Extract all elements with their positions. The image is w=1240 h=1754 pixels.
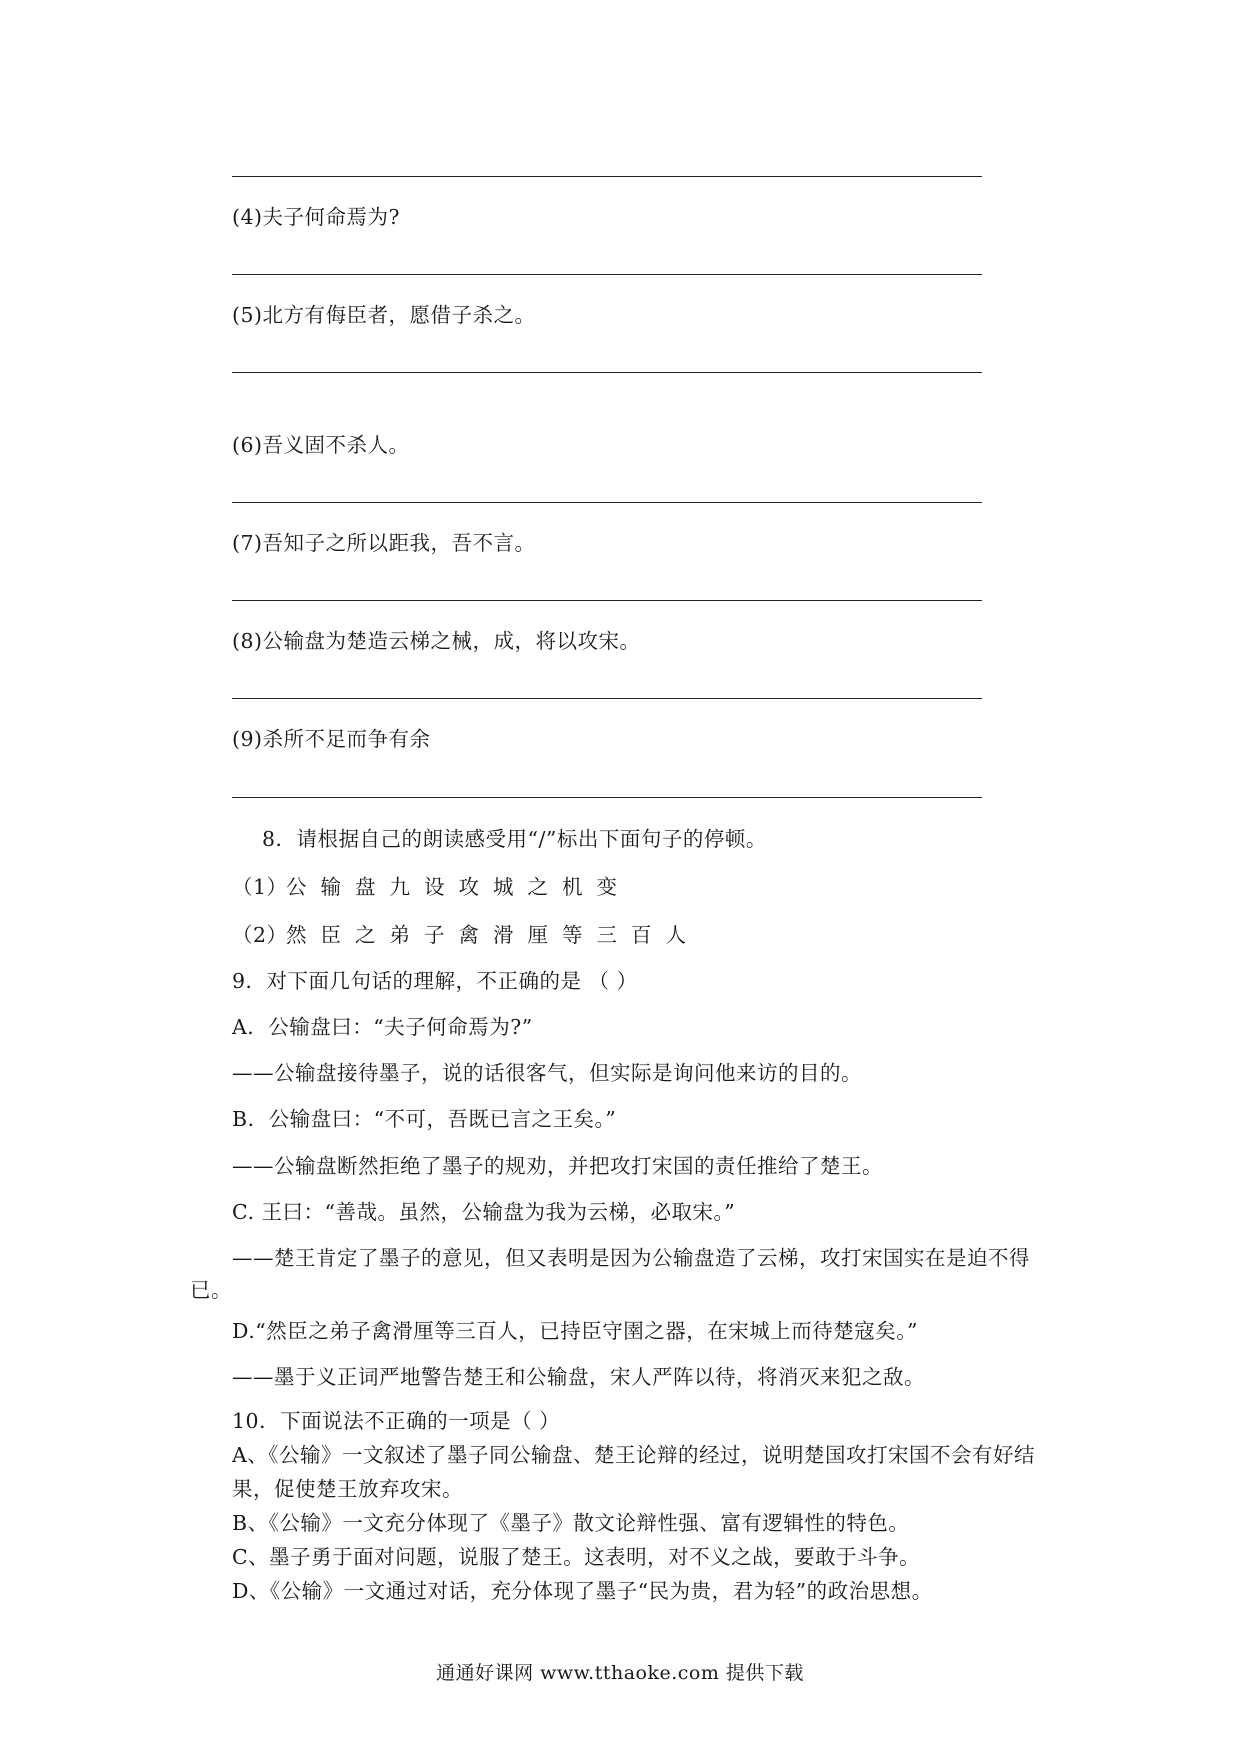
translate-item-8: (8)公输盘为楚造云梯之械，成，将以攻宋。 <box>232 629 641 653</box>
answer-line <box>232 176 982 177</box>
answer-line <box>232 698 982 699</box>
question-9-stem: 9．对下面几句话的理解，不正确的是 （ ） <box>232 969 638 993</box>
question-8-item-2: 然臣之弟子禽滑厘等三百人 <box>286 923 700 947</box>
translate-item-6: (6)吾义固不杀人。 <box>232 433 410 457</box>
answer-line <box>232 600 982 601</box>
question-10-option-d: D、《公输》一文通过对话，充分体现了墨子“民为贵，君为轻”的政治思想。 <box>232 1579 933 1603</box>
question-8-item-1: 公输盘九设攻城之机变 <box>286 875 631 899</box>
question-9-option-a-explanation: ——公输盘接待墨子，说的话很客气，但实际是询问他来访的目的。 <box>232 1061 862 1085</box>
answer-line <box>232 502 982 503</box>
question-9-option-b-explanation: ——公输盘断然拒绝了墨子的规劝，并把攻打宋国的责任推给了楚王。 <box>232 1154 883 1178</box>
question-10-option-a: A、《公输》一文叙述了墨子同公输盘、楚王论辩的经过，说明楚国攻打宋国不会有好结 <box>232 1443 1036 1467</box>
translate-item-9: (9)杀所不足而争有余 <box>232 727 431 751</box>
question-9-option-b: B．公输盘曰：“不可，吾既已言之王矣。” <box>232 1107 617 1131</box>
translate-item-5: (5)北方有侮臣者，愿借子杀之。 <box>232 303 536 327</box>
page-footer: 通通好课网 www.tthaoke.com 提供下载 <box>436 1662 804 1684</box>
question-10-option-b: B、《公输》一文充分体现了《墨子》散文论辩性强、富有逻辑性的特色。 <box>232 1511 910 1535</box>
question-9-option-c-explanation-cont: 已。 <box>190 1278 232 1302</box>
question-10-stem: 10．下面说法不正确的一项是（ ） <box>232 1409 561 1433</box>
answer-line <box>232 372 982 373</box>
question-9-option-d: D.“然臣之弟子禽滑厘等三百人，已持臣守圉之器，在宋城上而待楚寇矣。” <box>232 1319 918 1343</box>
translate-item-7: (7)吾知子之所以距我，吾不言。 <box>232 531 536 555</box>
question-8-stem: 8．请根据自己的朗读感受用“/”标出下面句子的停顿。 <box>262 827 767 851</box>
question-9-option-c: C. 王曰：“善哉。虽然，公输盘为我为云梯，必取宋。” <box>232 1200 736 1224</box>
translate-item-4: (4)夫子何命焉为? <box>232 205 401 229</box>
question-8-item-1-number: （1） <box>232 875 288 899</box>
question-9-option-c-explanation: ——楚王肯定了墨子的意见，但又表明是因为公输盘造了云梯，攻打宋国实在是迫不得 <box>232 1246 1030 1270</box>
question-9-option-a: A．公输盘曰：“夫子何命焉为?” <box>232 1015 533 1039</box>
question-8-item-2-number: （2） <box>232 923 288 947</box>
answer-line <box>232 797 982 798</box>
question-9-option-d-explanation: ——墨于义正词严地警告楚王和公输盘，宋人严阵以待，将消灭来犯之敌。 <box>232 1365 925 1389</box>
answer-line <box>232 274 982 275</box>
question-10-option-a-cont: 果，促使楚王放弃攻宋。 <box>232 1477 463 1501</box>
question-10-option-c: C、墨子勇于面对问题，说服了楚王。这表明，对不义之战，要敢于斗争。 <box>232 1545 921 1569</box>
